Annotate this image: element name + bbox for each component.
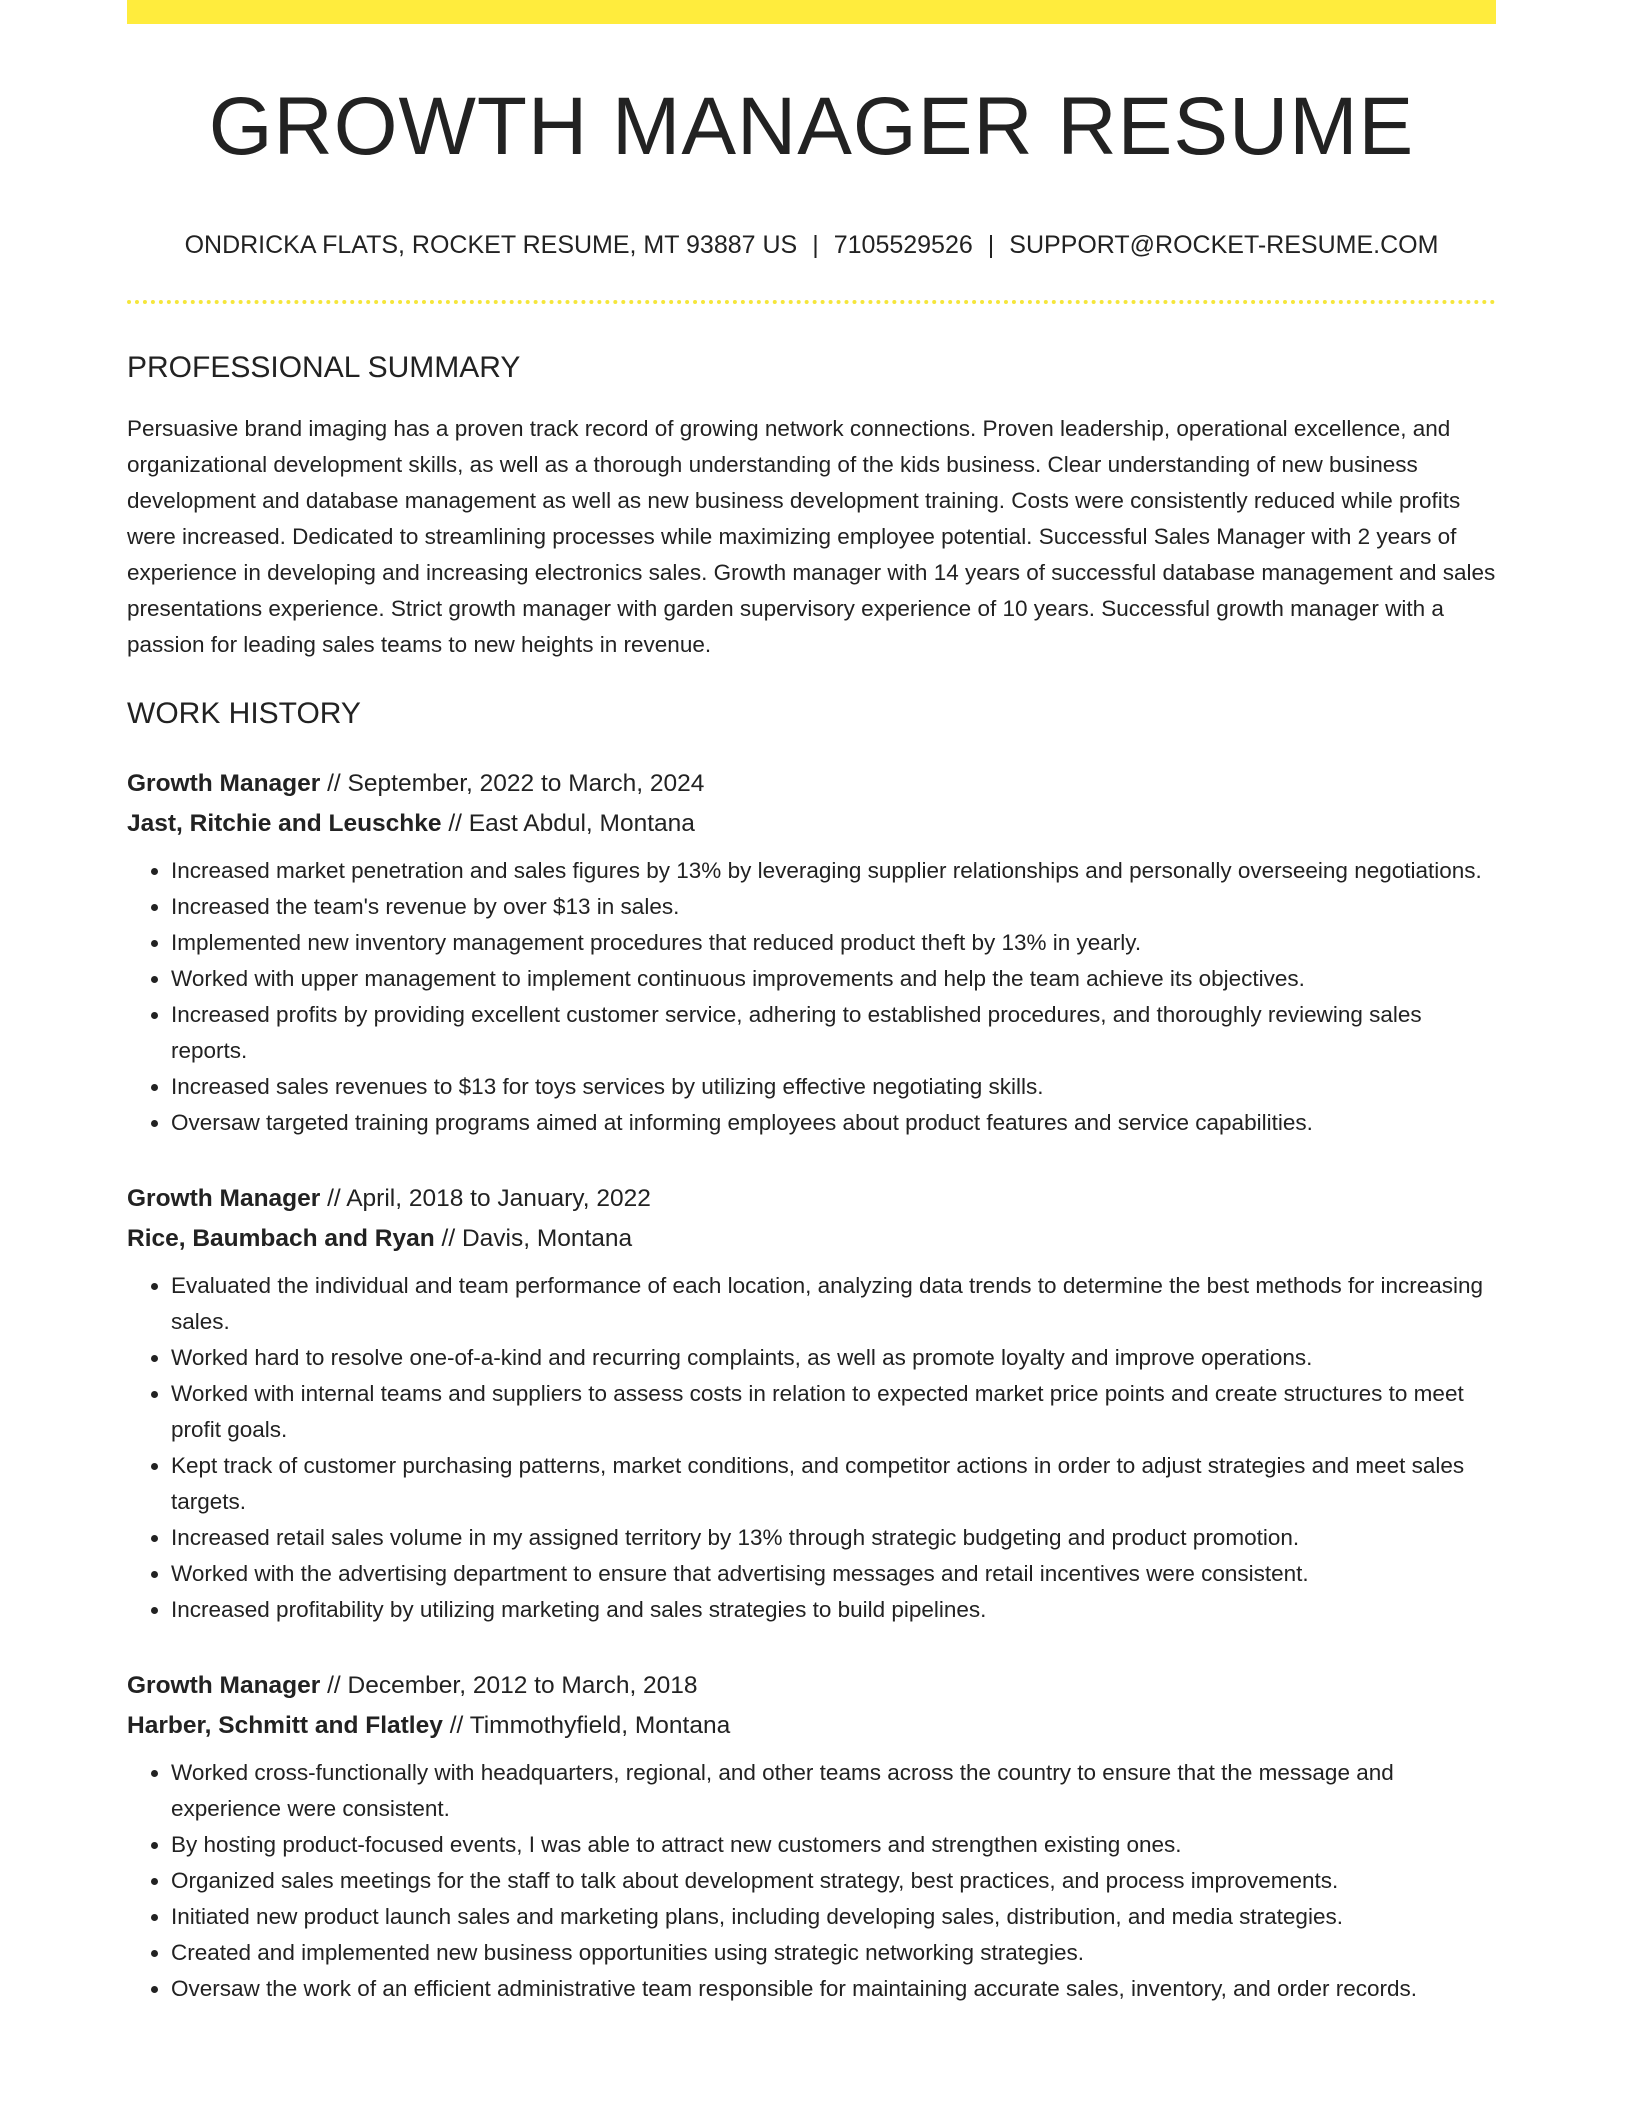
job-company-line (127, 1706, 1496, 1746)
summary-text: Persuasive brand imaging has a proven track record of growing network connections. Proven leadership, operational excellence, and organizational development skills, as well as a thorough understanding of the kids business. Clear understanding of new business development and database management as well as new business development training. Costs were consistently reduced while profits were increased. Dedicated to streamlining processes while maximizing employee potential. Successful Sales Manager with 2 years of experience in developing and increasing electronics sales. Growth manager with 14 years of successful database management and sales presentations experience. Strict growth manager with garden supervisory experience of 10 years. Successful growth manager with a passion for leading sales teams to new heights in revenue. (127, 416, 1496, 658)
list-item: • Worked with the advertising department to ensure that advertising messages and retail incentives were consistent. (171, 1556, 1496, 1592)
job-title: Growth Manager (127, 770, 321, 798)
list-item: • Oversaw targeted training programs aimed at informing employees about product features and service capabilities. (171, 1105, 1496, 1141)
job-divider: // (327, 1672, 341, 1700)
contact-line (127, 230, 1496, 260)
job-location: Davis, Montana (461, 1225, 633, 1253)
list-item: • By hosting product-focused events, I was able to attract new customers and strengthen existing ones. (171, 1827, 1496, 1863)
job-divider: // (449, 1712, 464, 1740)
job-bullets (127, 1268, 1496, 1628)
list-item: • Organized sales meetings for the staff to talk about development strategy, best practices, and process improvements. (171, 1863, 1496, 1899)
job-company-line (127, 804, 1496, 844)
job-entry (127, 1179, 1496, 1628)
list-item: • Worked cross-functionally with headquarters, regional, and other teams across the country to ensure that the message and experience were consistent. (171, 1755, 1496, 1827)
contact-separator: | (812, 231, 819, 260)
page-title: GROWTH MANAGER RESUME (208, 81, 1415, 172)
list-item: • Created and implemented new business opportunities using strategic networking strategies. (171, 1935, 1496, 1971)
list-item: • Increased profits by providing excellent customer service, adhering to established procedures, and thoroughly reviewing sales reports. (171, 997, 1496, 1069)
job-divider: // (448, 810, 462, 838)
list-item: • Kept track of customer purchasing patterns, market conditions, and competitor actions in order to adjust strategies and meet sales targets. (171, 1448, 1496, 1520)
job-entry (127, 1666, 1496, 2007)
dotted-divider (127, 300, 1496, 304)
job-dates: September, 2022 to March, 2024 (347, 770, 705, 798)
work-history-heading: WORK HISTORY (127, 697, 361, 731)
list-item: • Increased the team's revenue by over $13 in sales. (171, 889, 1496, 925)
job-company: Rice, Baumbach and Ryan (127, 1225, 435, 1253)
job-bullets (127, 853, 1496, 1141)
list-item: • Oversaw the work of an efficient administrative team responsible for maintaining accurate sales, inventory, and order records. (171, 1971, 1496, 2007)
job-title-line (127, 1666, 1496, 1706)
job-company-line (127, 1219, 1496, 1259)
job-title: Growth Manager (127, 1672, 321, 1700)
list-item: • Implemented new inventory management procedures that reduced product theft by 13% in yearly. (171, 925, 1496, 961)
contact-phone: 7105529526 (833, 231, 973, 260)
list-item: • Increased retail sales volume in my assigned territory by 13% through strategic budgeting and product promotion. (171, 1520, 1496, 1556)
list-item: • Worked with upper management to implement continuous improvements and help the team achieve its objectives. (171, 961, 1496, 997)
list-item: • Initiated new product launch sales and marketing plans, including developing sales, distribution, and media strategies. (171, 1899, 1496, 1935)
job-company: Harber, Schmitt and Flatley (127, 1712, 443, 1740)
job-bullets (127, 1755, 1496, 2007)
summary-heading: PROFESSIONAL SUMMARY (127, 351, 521, 385)
job-entry (127, 764, 1496, 1141)
job-dates: December, 2012 to March, 2018 (347, 1672, 698, 1700)
list-item: • Increased market penetration and sales figures by 13% by leveraging supplier relationships and personally overseeing negotiations. (171, 853, 1496, 889)
top-accent-bar (127, 0, 1496, 24)
list-item: • Evaluated the individual and team performance of each location, analyzing data trends to determine the best methods for increasing sales. (171, 1268, 1496, 1340)
contact-separator: | (987, 231, 995, 260)
list-item: • Increased profitability by utilizing marketing and sales strategies to build pipelines. (171, 1592, 1496, 1628)
contact-address: ONDRICKA FLATS, ROCKET RESUME, MT 93887 US (184, 231, 798, 260)
job-title: Growth Manager (127, 1185, 321, 1213)
job-divider: // (327, 770, 341, 798)
contact-email: SUPPORT@ROCKET-RESUME.COM (1009, 231, 1439, 260)
job-dates: April, 2018 to January, 2022 (346, 1185, 651, 1213)
list-item: • Worked with internal teams and suppliers to assess costs in relation to expected market price points and create structures to meet profit goals. (171, 1376, 1496, 1448)
job-company: Jast, Ritchie and Leuschke (127, 810, 442, 838)
job-divider: // (441, 1225, 456, 1253)
job-location: Timmothyfield, Montana (469, 1712, 731, 1740)
list-item: • Increased sales revenues to $13 for toys services by utilizing effective negotiating skills. (171, 1069, 1496, 1105)
job-location: East Abdul, Montana (468, 810, 695, 838)
job-title-line (127, 764, 1496, 804)
resume-page (127, 0, 1496, 2007)
list-item: • Worked hard to resolve one-of-a-kind and recurring complaints, as well as promote loyalty and improve operations. (171, 1340, 1496, 1376)
job-divider: // (327, 1185, 341, 1213)
job-title-line (127, 1179, 1496, 1219)
